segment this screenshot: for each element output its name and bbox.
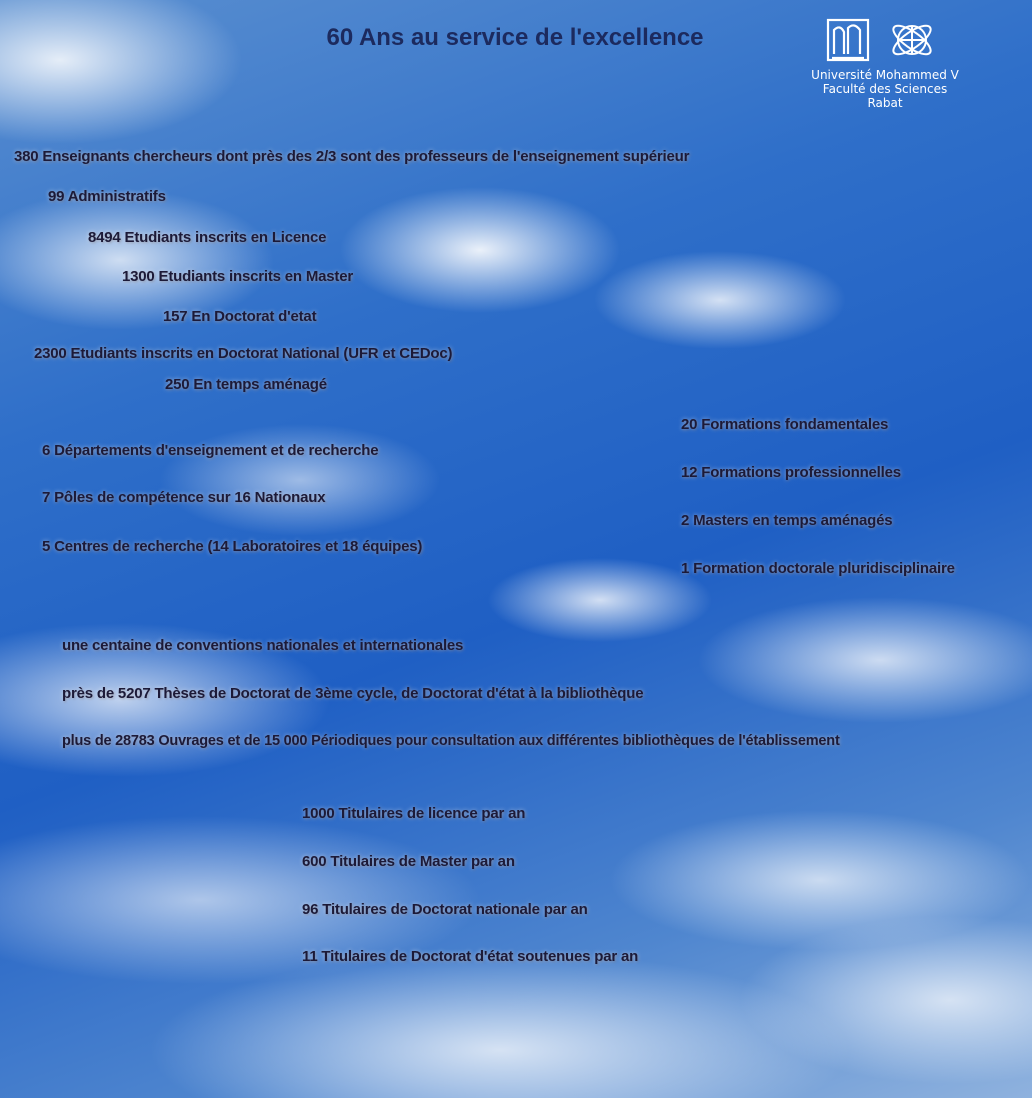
stat-masters-temps-amenages: 2 Masters en temps aménagés: [681, 512, 893, 529]
stat-doctorat-national-students: 2300 Etudiants inscrits en Doctorat National (UFR et CEDoc): [34, 345, 453, 362]
stat-departements: 6 Départements d'enseignement et de recherche: [42, 442, 379, 459]
stat-temps-amenage: 250 En temps aménagé: [165, 376, 327, 393]
logo-university-name: Université Mohammed V: [811, 68, 959, 82]
university-logo: [782, 14, 988, 118]
stat-graduates-licence: 1000 Titulaires de licence par an: [302, 805, 526, 822]
stat-admin: 99 Administratifs: [48, 188, 166, 205]
stat-graduates-master: 600 Titulaires de Master par an: [302, 853, 515, 870]
stat-poles: 7 Pôles de compétence sur 16 Nationaux: [42, 489, 326, 506]
stat-formations-fondamentales: 20 Formations fondamentales: [681, 416, 889, 433]
stat-conventions: une centaine de conventions nationales et internationales: [62, 637, 464, 654]
stat-graduates-doctorat-national: 96 Titulaires de Doctorat nationale par an: [302, 901, 588, 918]
stat-formation-doctorale: 1 Formation doctorale pluridisciplinaire: [681, 560, 955, 577]
stat-doctorat-etat-students: 157 En Doctorat d'etat: [163, 308, 317, 325]
page-title: 60 Ans au service de l'excellence: [326, 24, 704, 51]
stat-centres-recherche: 5 Centres de recherche (14 Laboratoires et 18 équipes): [42, 538, 423, 555]
stat-licence-students: 8494 Etudiants inscrits en Licence: [88, 229, 327, 246]
logo-faculty-name: Faculté des Sciences: [822, 82, 948, 96]
logo-icons: [822, 14, 946, 68]
stat-theses: près de 5207 Thèses de Doctorat de 3ème cycle, de Doctorat d'état à la bibliothèque: [62, 685, 644, 702]
stat-ouvrages: plus de 28783 Ouvrages et de 15 000 Périodiques pour consultation aux différentes bibliothèques de l'établissement: [62, 733, 840, 749]
stat-master-students: 1300 Etudiants inscrits en Master: [122, 268, 353, 285]
logo-text: [782, 68, 988, 110]
stat-graduates-doctorat-etat: 11 Titulaires de Doctorat d'état soutenues par an: [302, 948, 639, 965]
stat-teachers: 380 Enseignants chercheurs dont près des 2/3 sont des professeurs de l'enseignement supérieur: [14, 148, 690, 165]
stat-formations-professionnelles: 12 Formations professionnelles: [681, 464, 901, 481]
university-emblem-icon: [822, 14, 946, 68]
logo-city-name: Rabat: [867, 96, 903, 110]
atom-globe-icon: [889, 21, 934, 59]
